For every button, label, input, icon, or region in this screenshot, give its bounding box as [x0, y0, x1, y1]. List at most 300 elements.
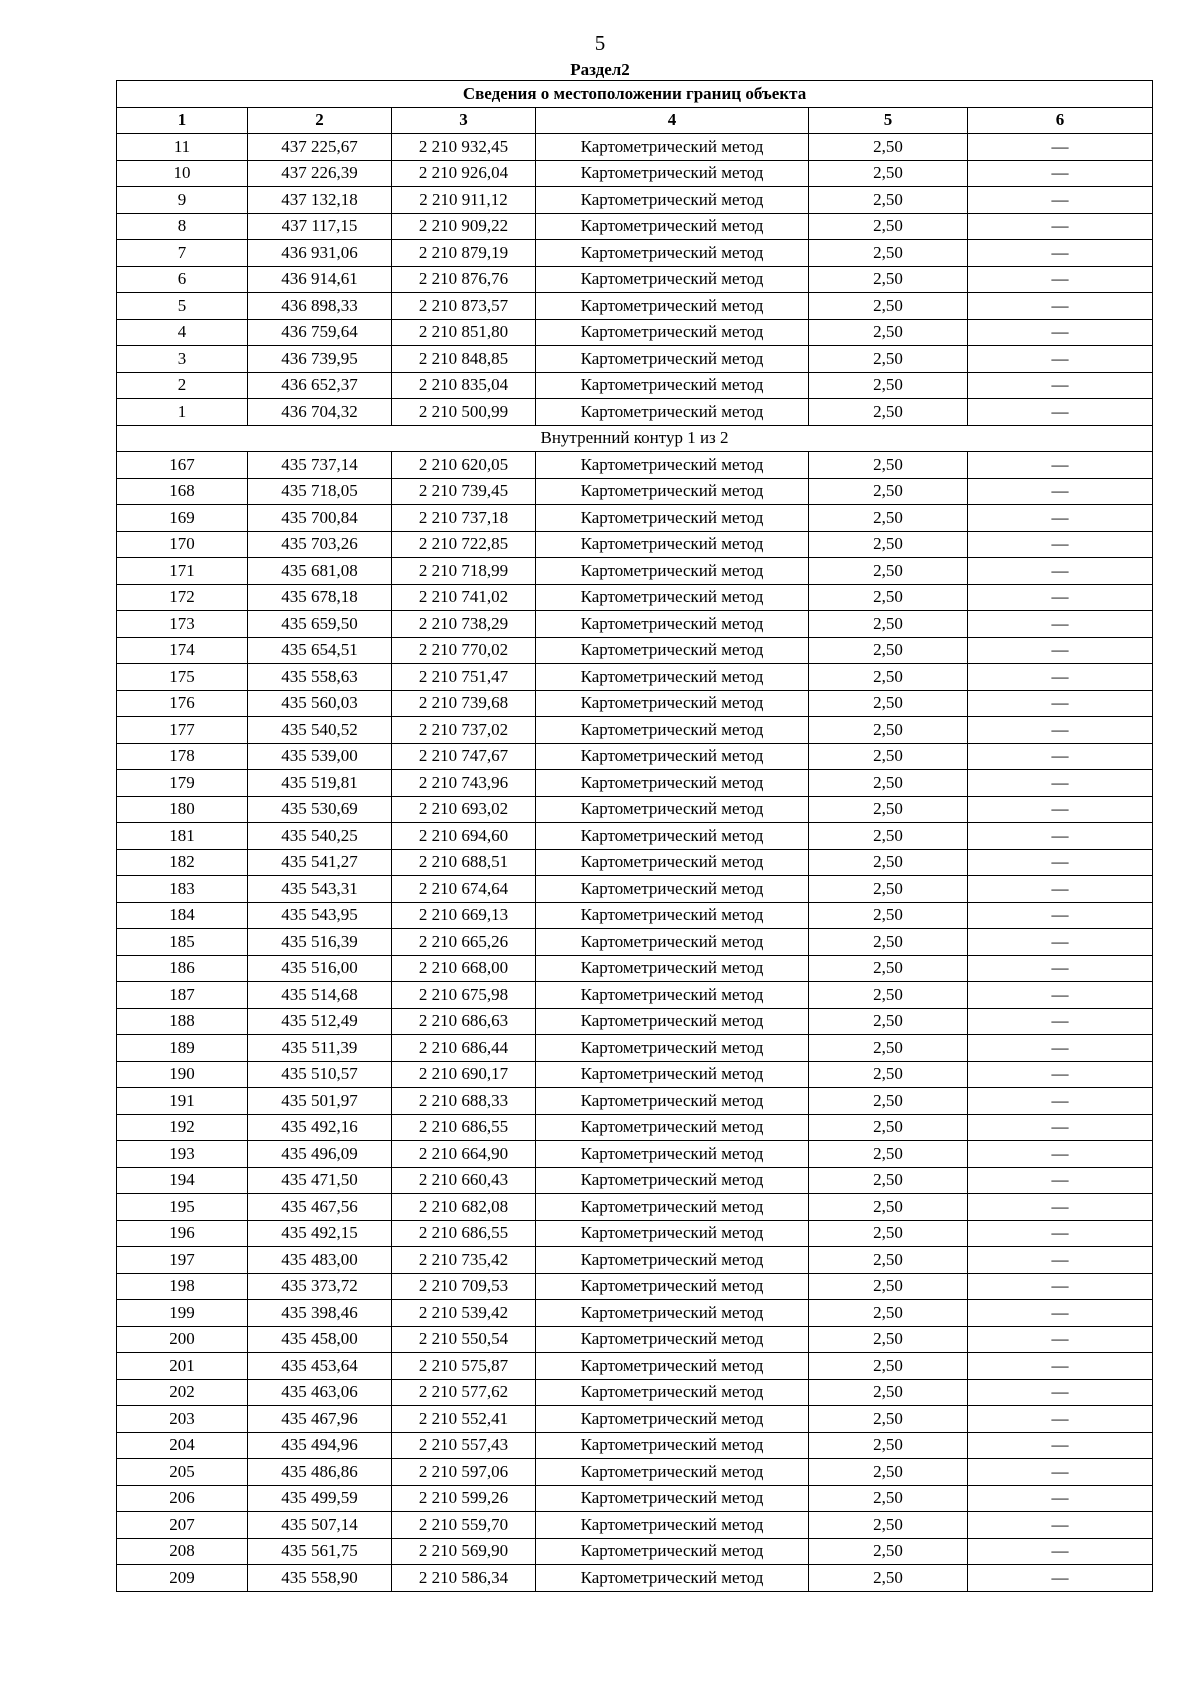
x-coordinate-cell: 436 931,06 [248, 240, 392, 267]
method-cell: Картометрический метод [536, 1353, 809, 1380]
point-number-cell: 5 [117, 293, 248, 320]
y-coordinate-cell: 2 210 686,44 [392, 1035, 536, 1062]
y-coordinate-cell: 2 210 722,85 [392, 531, 536, 558]
x-coordinate-cell: 435 654,51 [248, 637, 392, 664]
method-cell: Картометрический метод [536, 823, 809, 850]
point-number-cell: 2 [117, 372, 248, 399]
x-coordinate-cell: 435 737,14 [248, 452, 392, 479]
description-cell: — [968, 955, 1153, 982]
table-row [117, 1114, 1153, 1141]
description-cell: — [968, 1114, 1153, 1141]
accuracy-cell: 2,50 [809, 637, 968, 664]
point-number-cell: 203 [117, 1406, 248, 1433]
y-coordinate-cell: 2 210 751,47 [392, 664, 536, 691]
accuracy-cell: 2,50 [809, 1538, 968, 1565]
table-row [117, 955, 1153, 982]
x-coordinate-cell: 435 558,90 [248, 1565, 392, 1592]
y-coordinate-cell: 2 210 848,85 [392, 346, 536, 373]
accuracy-cell: 2,50 [809, 1194, 968, 1221]
description-cell: — [968, 664, 1153, 691]
y-coordinate-cell: 2 210 743,96 [392, 770, 536, 797]
point-number-cell: 4 [117, 319, 248, 346]
method-cell: Картометрический метод [536, 478, 809, 505]
description-cell: — [968, 1035, 1153, 1062]
point-number-cell: 173 [117, 611, 248, 638]
accuracy-cell: 2,50 [809, 1114, 968, 1141]
table-row [117, 823, 1153, 850]
accuracy-cell: 2,50 [809, 372, 968, 399]
x-coordinate-cell: 435 543,31 [248, 876, 392, 903]
description-cell: — [968, 1273, 1153, 1300]
point-number-cell: 185 [117, 929, 248, 956]
description-cell: — [968, 902, 1153, 929]
y-coordinate-cell: 2 210 690,17 [392, 1061, 536, 1088]
accuracy-cell: 2,50 [809, 452, 968, 479]
y-coordinate-cell: 2 210 718,99 [392, 558, 536, 585]
y-coordinate-cell: 2 210 686,55 [392, 1220, 536, 1247]
y-coordinate-cell: 2 210 739,68 [392, 690, 536, 717]
y-coordinate-cell: 2 210 693,02 [392, 796, 536, 823]
table-row [117, 505, 1153, 532]
point-number-cell: 179 [117, 770, 248, 797]
point-number-cell: 206 [117, 1485, 248, 1512]
x-coordinate-cell: 435 483,00 [248, 1247, 392, 1274]
point-number-cell: 9 [117, 187, 248, 214]
point-number-cell: 208 [117, 1538, 248, 1565]
x-coordinate-cell: 435 718,05 [248, 478, 392, 505]
description-cell: — [968, 611, 1153, 638]
y-coordinate-cell: 2 210 682,08 [392, 1194, 536, 1221]
table-row [117, 1485, 1153, 1512]
accuracy-cell: 2,50 [809, 1459, 968, 1486]
point-number-cell: 188 [117, 1008, 248, 1035]
y-coordinate-cell: 2 210 550,54 [392, 1326, 536, 1353]
point-number-cell: 190 [117, 1061, 248, 1088]
method-cell: Картометрический метод [536, 505, 809, 532]
description-cell: — [968, 399, 1153, 426]
description-cell: — [968, 1088, 1153, 1115]
method-cell: Картометрический метод [536, 134, 809, 161]
table-row [117, 637, 1153, 664]
table-row [117, 266, 1153, 293]
y-coordinate-cell: 2 210 597,06 [392, 1459, 536, 1486]
page-number: 5 [594, 31, 606, 55]
table-caption: Сведения о местоположении границ объекта [117, 81, 1153, 108]
y-coordinate-cell: 2 210 741,02 [392, 584, 536, 611]
table-row [117, 717, 1153, 744]
accuracy-cell: 2,50 [809, 743, 968, 770]
description-cell: — [968, 319, 1153, 346]
table-row [117, 478, 1153, 505]
point-number-cell: 194 [117, 1167, 248, 1194]
description-cell: — [968, 505, 1153, 532]
table-row [117, 1247, 1153, 1274]
method-cell: Картометрический метод [536, 346, 809, 373]
point-number-cell: 171 [117, 558, 248, 585]
y-coordinate-cell: 2 210 747,67 [392, 743, 536, 770]
description-cell: — [968, 558, 1153, 585]
x-coordinate-cell: 436 704,32 [248, 399, 392, 426]
y-coordinate-cell: 2 210 569,90 [392, 1538, 536, 1565]
y-coordinate-cell: 2 210 599,26 [392, 1485, 536, 1512]
accuracy-cell: 2,50 [809, 955, 968, 982]
x-coordinate-cell: 435 510,57 [248, 1061, 392, 1088]
x-coordinate-cell: 435 681,08 [248, 558, 392, 585]
description-cell: — [968, 717, 1153, 744]
point-number-cell: 169 [117, 505, 248, 532]
method-cell: Картометрический метод [536, 1538, 809, 1565]
accuracy-cell: 2,50 [809, 1035, 968, 1062]
description-cell: — [968, 240, 1153, 267]
description-cell: — [968, 690, 1153, 717]
y-coordinate-cell: 2 210 620,05 [392, 452, 536, 479]
description-cell: — [968, 160, 1153, 187]
y-coordinate-cell: 2 210 674,64 [392, 876, 536, 903]
method-cell: Картометрический метод [536, 187, 809, 214]
table-row [117, 319, 1153, 346]
x-coordinate-cell: 435 543,95 [248, 902, 392, 929]
y-coordinate-cell: 2 210 738,29 [392, 611, 536, 638]
description-cell: — [968, 770, 1153, 797]
accuracy-cell: 2,50 [809, 1406, 968, 1433]
accuracy-cell: 2,50 [809, 1273, 968, 1300]
column-header: 1 [117, 107, 248, 134]
table-row [117, 770, 1153, 797]
description-cell: — [968, 1194, 1153, 1221]
column-number-row [117, 107, 1153, 134]
accuracy-cell: 2,50 [809, 293, 968, 320]
method-cell: Картометрический метод [536, 1114, 809, 1141]
point-number-cell: 180 [117, 796, 248, 823]
x-coordinate-cell: 436 914,61 [248, 266, 392, 293]
x-coordinate-cell: 435 540,52 [248, 717, 392, 744]
point-number-cell: 187 [117, 982, 248, 1009]
accuracy-cell: 2,50 [809, 346, 968, 373]
x-coordinate-cell: 435 486,86 [248, 1459, 392, 1486]
accuracy-cell: 2,50 [809, 1167, 968, 1194]
table-row [117, 558, 1153, 585]
y-coordinate-cell: 2 210 694,60 [392, 823, 536, 850]
description-cell: — [968, 1406, 1153, 1433]
method-cell: Картометрический метод [536, 1273, 809, 1300]
y-coordinate-cell: 2 210 835,04 [392, 372, 536, 399]
section-title: Раздел2 [570, 60, 630, 79]
description-cell: — [968, 1220, 1153, 1247]
contour-label-section [117, 425, 1153, 452]
method-cell: Картометрический метод [536, 1459, 809, 1486]
method-cell: Картометрический метод [536, 319, 809, 346]
point-number-cell: 198 [117, 1273, 248, 1300]
accuracy-cell: 2,50 [809, 717, 968, 744]
y-coordinate-cell: 2 210 851,80 [392, 319, 536, 346]
y-coordinate-cell: 2 210 737,02 [392, 717, 536, 744]
method-cell: Картометрический метод [536, 1485, 809, 1512]
description-cell: — [968, 982, 1153, 1009]
table-row [117, 876, 1153, 903]
y-coordinate-cell: 2 210 559,70 [392, 1512, 536, 1539]
accuracy-cell: 2,50 [809, 664, 968, 691]
method-cell: Картометрический метод [536, 1432, 809, 1459]
x-coordinate-cell: 435 467,96 [248, 1406, 392, 1433]
method-cell: Картометрический метод [536, 1167, 809, 1194]
x-coordinate-cell: 435 703,26 [248, 531, 392, 558]
table-row [117, 160, 1153, 187]
contour-label-row [117, 425, 1153, 452]
y-coordinate-cell: 2 210 909,22 [392, 213, 536, 240]
accuracy-cell: 2,50 [809, 1220, 968, 1247]
accuracy-cell: 2,50 [809, 1565, 968, 1592]
method-cell: Картометрический метод [536, 770, 809, 797]
description-cell: — [968, 1565, 1153, 1592]
description-cell: — [968, 1432, 1153, 1459]
method-cell: Картометрический метод [536, 1326, 809, 1353]
accuracy-cell: 2,50 [809, 1326, 968, 1353]
description-cell: — [968, 266, 1153, 293]
table-row [117, 1141, 1153, 1168]
point-number-cell: 3 [117, 346, 248, 373]
table-row [117, 1220, 1153, 1247]
table-row [117, 982, 1153, 1009]
table-row [117, 399, 1153, 426]
x-coordinate-cell: 435 561,75 [248, 1538, 392, 1565]
x-coordinate-cell: 435 519,81 [248, 770, 392, 797]
accuracy-cell: 2,50 [809, 929, 968, 956]
table-row [117, 1088, 1153, 1115]
y-coordinate-cell: 2 210 735,42 [392, 1247, 536, 1274]
table-row [117, 531, 1153, 558]
accuracy-cell: 2,50 [809, 876, 968, 903]
table-row [117, 1379, 1153, 1406]
point-number-cell: 209 [117, 1565, 248, 1592]
table-row [117, 187, 1153, 214]
x-coordinate-cell: 436 759,64 [248, 319, 392, 346]
outer-contour-rows [117, 134, 1153, 426]
point-number-cell: 197 [117, 1247, 248, 1274]
table-row [117, 849, 1153, 876]
x-coordinate-cell: 435 492,16 [248, 1114, 392, 1141]
table-row [117, 1512, 1153, 1539]
accuracy-cell: 2,50 [809, 1247, 968, 1274]
x-coordinate-cell: 437 132,18 [248, 187, 392, 214]
table-row [117, 1432, 1153, 1459]
accuracy-cell: 2,50 [809, 134, 968, 161]
table-row [117, 664, 1153, 691]
accuracy-cell: 2,50 [809, 902, 968, 929]
method-cell: Картометрический метод [536, 293, 809, 320]
point-number-cell: 202 [117, 1379, 248, 1406]
description-cell: — [968, 796, 1153, 823]
table-row [117, 452, 1153, 479]
description-cell: — [968, 346, 1153, 373]
method-cell: Картометрический метод [536, 876, 809, 903]
y-coordinate-cell: 2 210 932,45 [392, 134, 536, 161]
method-cell: Картометрический метод [536, 558, 809, 585]
x-coordinate-cell: 435 507,14 [248, 1512, 392, 1539]
description-cell: — [968, 293, 1153, 320]
y-coordinate-cell: 2 210 926,04 [392, 160, 536, 187]
y-coordinate-cell: 2 210 665,26 [392, 929, 536, 956]
method-cell: Картометрический метод [536, 690, 809, 717]
table-row [117, 611, 1153, 638]
x-coordinate-cell: 435 558,63 [248, 664, 392, 691]
method-cell: Картометрический метод [536, 1247, 809, 1274]
point-number-cell: 191 [117, 1088, 248, 1115]
accuracy-cell: 2,50 [809, 611, 968, 638]
method-cell: Картометрический метод [536, 1061, 809, 1088]
accuracy-cell: 2,50 [809, 1300, 968, 1327]
description-cell: — [968, 1379, 1153, 1406]
accuracy-cell: 2,50 [809, 1512, 968, 1539]
x-coordinate-cell: 435 453,64 [248, 1353, 392, 1380]
description-cell: — [968, 531, 1153, 558]
method-cell: Картометрический метод [536, 1008, 809, 1035]
x-coordinate-cell: 437 117,15 [248, 213, 392, 240]
point-number-cell: 196 [117, 1220, 248, 1247]
description-cell: — [968, 372, 1153, 399]
accuracy-cell: 2,50 [809, 505, 968, 532]
point-number-cell: 200 [117, 1326, 248, 1353]
accuracy-cell: 2,50 [809, 213, 968, 240]
accuracy-cell: 2,50 [809, 319, 968, 346]
accuracy-cell: 2,50 [809, 531, 968, 558]
table-row [117, 743, 1153, 770]
accuracy-cell: 2,50 [809, 796, 968, 823]
y-coordinate-cell: 2 210 686,63 [392, 1008, 536, 1035]
table-row [117, 1194, 1153, 1221]
x-coordinate-cell: 435 541,27 [248, 849, 392, 876]
x-coordinate-cell: 435 539,00 [248, 743, 392, 770]
table-row [117, 1008, 1153, 1035]
y-coordinate-cell: 2 210 552,41 [392, 1406, 536, 1433]
method-cell: Картометрический метод [536, 1300, 809, 1327]
table-row [117, 1167, 1153, 1194]
point-number-cell: 186 [117, 955, 248, 982]
y-coordinate-cell: 2 210 873,57 [392, 293, 536, 320]
table-row [117, 1459, 1153, 1486]
point-number-cell: 201 [117, 1353, 248, 1380]
point-number-cell: 175 [117, 664, 248, 691]
table-row [117, 1300, 1153, 1327]
method-cell: Картометрический метод [536, 1565, 809, 1592]
x-coordinate-cell: 435 514,68 [248, 982, 392, 1009]
point-number-cell: 167 [117, 452, 248, 479]
point-number-cell: 6 [117, 266, 248, 293]
point-number-cell: 195 [117, 1194, 248, 1221]
description-cell: — [968, 187, 1153, 214]
column-header: 4 [536, 107, 809, 134]
boundary-coordinates-table [116, 80, 1153, 1592]
description-cell: — [968, 478, 1153, 505]
method-cell: Картометрический метод [536, 213, 809, 240]
accuracy-cell: 2,50 [809, 1141, 968, 1168]
y-coordinate-cell: 2 210 770,02 [392, 637, 536, 664]
table-row [117, 902, 1153, 929]
method-cell: Картометрический метод [536, 1035, 809, 1062]
x-coordinate-cell: 435 471,50 [248, 1167, 392, 1194]
accuracy-cell: 2,50 [809, 1353, 968, 1380]
point-number-cell: 178 [117, 743, 248, 770]
x-coordinate-cell: 435 516,39 [248, 929, 392, 956]
point-number-cell: 176 [117, 690, 248, 717]
accuracy-cell: 2,50 [809, 1379, 968, 1406]
x-coordinate-cell: 435 398,46 [248, 1300, 392, 1327]
description-cell: — [968, 1300, 1153, 1327]
x-coordinate-cell: 435 700,84 [248, 505, 392, 532]
method-cell: Картометрический метод [536, 160, 809, 187]
method-cell: Картометрический метод [536, 955, 809, 982]
y-coordinate-cell: 2 210 660,43 [392, 1167, 536, 1194]
x-coordinate-cell: 436 898,33 [248, 293, 392, 320]
point-number-cell: 189 [117, 1035, 248, 1062]
method-cell: Картометрический метод [536, 531, 809, 558]
table-row [117, 213, 1153, 240]
inner-contour-rows [117, 452, 1153, 1592]
accuracy-cell: 2,50 [809, 1485, 968, 1512]
point-number-cell: 168 [117, 478, 248, 505]
description-cell: — [968, 1353, 1153, 1380]
method-cell: Картометрический метод [536, 452, 809, 479]
accuracy-cell: 2,50 [809, 690, 968, 717]
point-number-cell: 207 [117, 1512, 248, 1539]
table-row [117, 1538, 1153, 1565]
method-cell: Картометрический метод [536, 849, 809, 876]
table-row [117, 1273, 1153, 1300]
column-header: 2 [248, 107, 392, 134]
y-coordinate-cell: 2 210 557,43 [392, 1432, 536, 1459]
point-number-cell: 7 [117, 240, 248, 267]
y-coordinate-cell: 2 210 879,19 [392, 240, 536, 267]
y-coordinate-cell: 2 210 688,51 [392, 849, 536, 876]
point-number-cell: 10 [117, 160, 248, 187]
method-cell: Картометрический метод [536, 1512, 809, 1539]
point-number-cell: 183 [117, 876, 248, 903]
table-row [117, 690, 1153, 717]
description-cell: — [968, 929, 1153, 956]
description-cell: — [968, 637, 1153, 664]
table-row [117, 1565, 1153, 1592]
accuracy-cell: 2,50 [809, 266, 968, 293]
accuracy-cell: 2,50 [809, 823, 968, 850]
method-cell: Картометрический метод [536, 637, 809, 664]
y-coordinate-cell: 2 210 876,76 [392, 266, 536, 293]
description-cell: — [968, 1459, 1153, 1486]
description-cell: — [968, 823, 1153, 850]
y-coordinate-cell: 2 210 500,99 [392, 399, 536, 426]
point-number-cell: 192 [117, 1114, 248, 1141]
x-coordinate-cell: 435 560,03 [248, 690, 392, 717]
method-cell: Картометрический метод [536, 1141, 809, 1168]
y-coordinate-cell: 2 210 686,55 [392, 1114, 536, 1141]
description-cell: — [968, 1512, 1153, 1539]
point-number-cell: 170 [117, 531, 248, 558]
x-coordinate-cell: 435 496,09 [248, 1141, 392, 1168]
x-coordinate-cell: 435 678,18 [248, 584, 392, 611]
point-number-cell: 174 [117, 637, 248, 664]
table-row [117, 1326, 1153, 1353]
table-row [117, 293, 1153, 320]
accuracy-cell: 2,50 [809, 1432, 968, 1459]
method-cell: Картометрический метод [536, 399, 809, 426]
x-coordinate-cell: 435 511,39 [248, 1035, 392, 1062]
x-coordinate-cell: 435 467,56 [248, 1194, 392, 1221]
column-header: 6 [968, 107, 1153, 134]
method-cell: Картометрический метод [536, 584, 809, 611]
accuracy-cell: 2,50 [809, 770, 968, 797]
accuracy-cell: 2,50 [809, 584, 968, 611]
method-cell: Картометрический метод [536, 372, 809, 399]
point-number-cell: 205 [117, 1459, 248, 1486]
point-number-cell: 177 [117, 717, 248, 744]
